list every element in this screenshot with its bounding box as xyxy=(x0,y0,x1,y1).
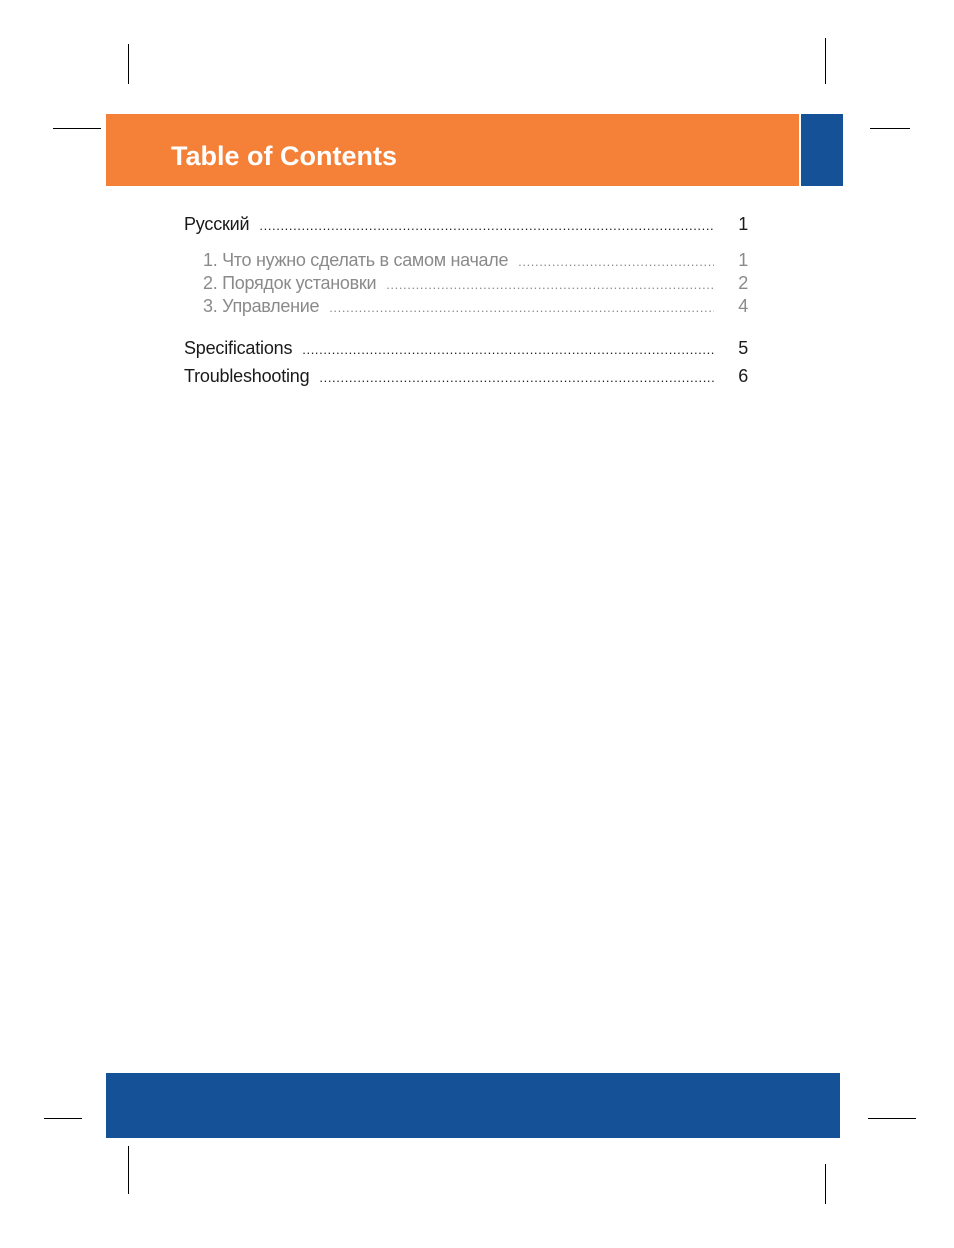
toc-dot-leader xyxy=(386,278,714,291)
toc-entry-page: 2 xyxy=(738,273,748,293)
crop-mark-top-right-horizontal xyxy=(870,128,910,129)
toc-dot-leader xyxy=(329,301,714,314)
toc-entry-label: Русский xyxy=(184,214,250,234)
crop-mark-top-right-vertical xyxy=(825,38,826,84)
crop-mark-top-left-horizontal xyxy=(53,128,101,129)
toc-entry-label: 3. Управление xyxy=(203,296,320,316)
crop-mark-bottom-right-horizontal xyxy=(868,1118,916,1119)
toc-entry-page: 1 xyxy=(738,250,748,270)
toc-entry-getting-started[interactable] xyxy=(184,250,752,271)
crop-mark-bottom-left-horizontal xyxy=(44,1118,82,1119)
crop-mark-bottom-right-vertical xyxy=(825,1164,826,1204)
footer-band xyxy=(106,1073,840,1138)
toc-entry-russian[interactable] xyxy=(184,214,752,235)
toc-entry-installation[interactable] xyxy=(184,273,752,294)
toc-entry-page: 6 xyxy=(738,366,748,386)
header-blue-tab xyxy=(801,114,843,186)
toc-entry-page: 4 xyxy=(738,296,748,316)
toc-entry-label: Specifications xyxy=(184,338,293,358)
toc-entry-management[interactable] xyxy=(184,296,752,317)
toc-dot-leader xyxy=(319,371,714,384)
toc-dot-leader xyxy=(302,343,714,356)
toc-dot-leader xyxy=(259,219,714,232)
header-band xyxy=(106,114,799,186)
toc-entry-label: 1. Что нужно сделать в самом начале xyxy=(203,250,509,270)
toc-entry-troubleshooting[interactable] xyxy=(184,366,752,387)
toc-entry-label: 2. Порядок установки xyxy=(203,273,377,293)
toc-entry-label: Troubleshooting xyxy=(184,366,310,386)
crop-mark-bottom-left-vertical xyxy=(128,1146,129,1194)
page-title: Table of Contents xyxy=(171,141,397,171)
toc-entry-specifications[interactable] xyxy=(184,338,752,359)
crop-mark-top-left-vertical xyxy=(128,44,129,84)
toc-entry-page: 1 xyxy=(738,214,748,234)
toc-entry-page: 5 xyxy=(738,338,748,358)
toc-dot-leader xyxy=(518,255,714,268)
